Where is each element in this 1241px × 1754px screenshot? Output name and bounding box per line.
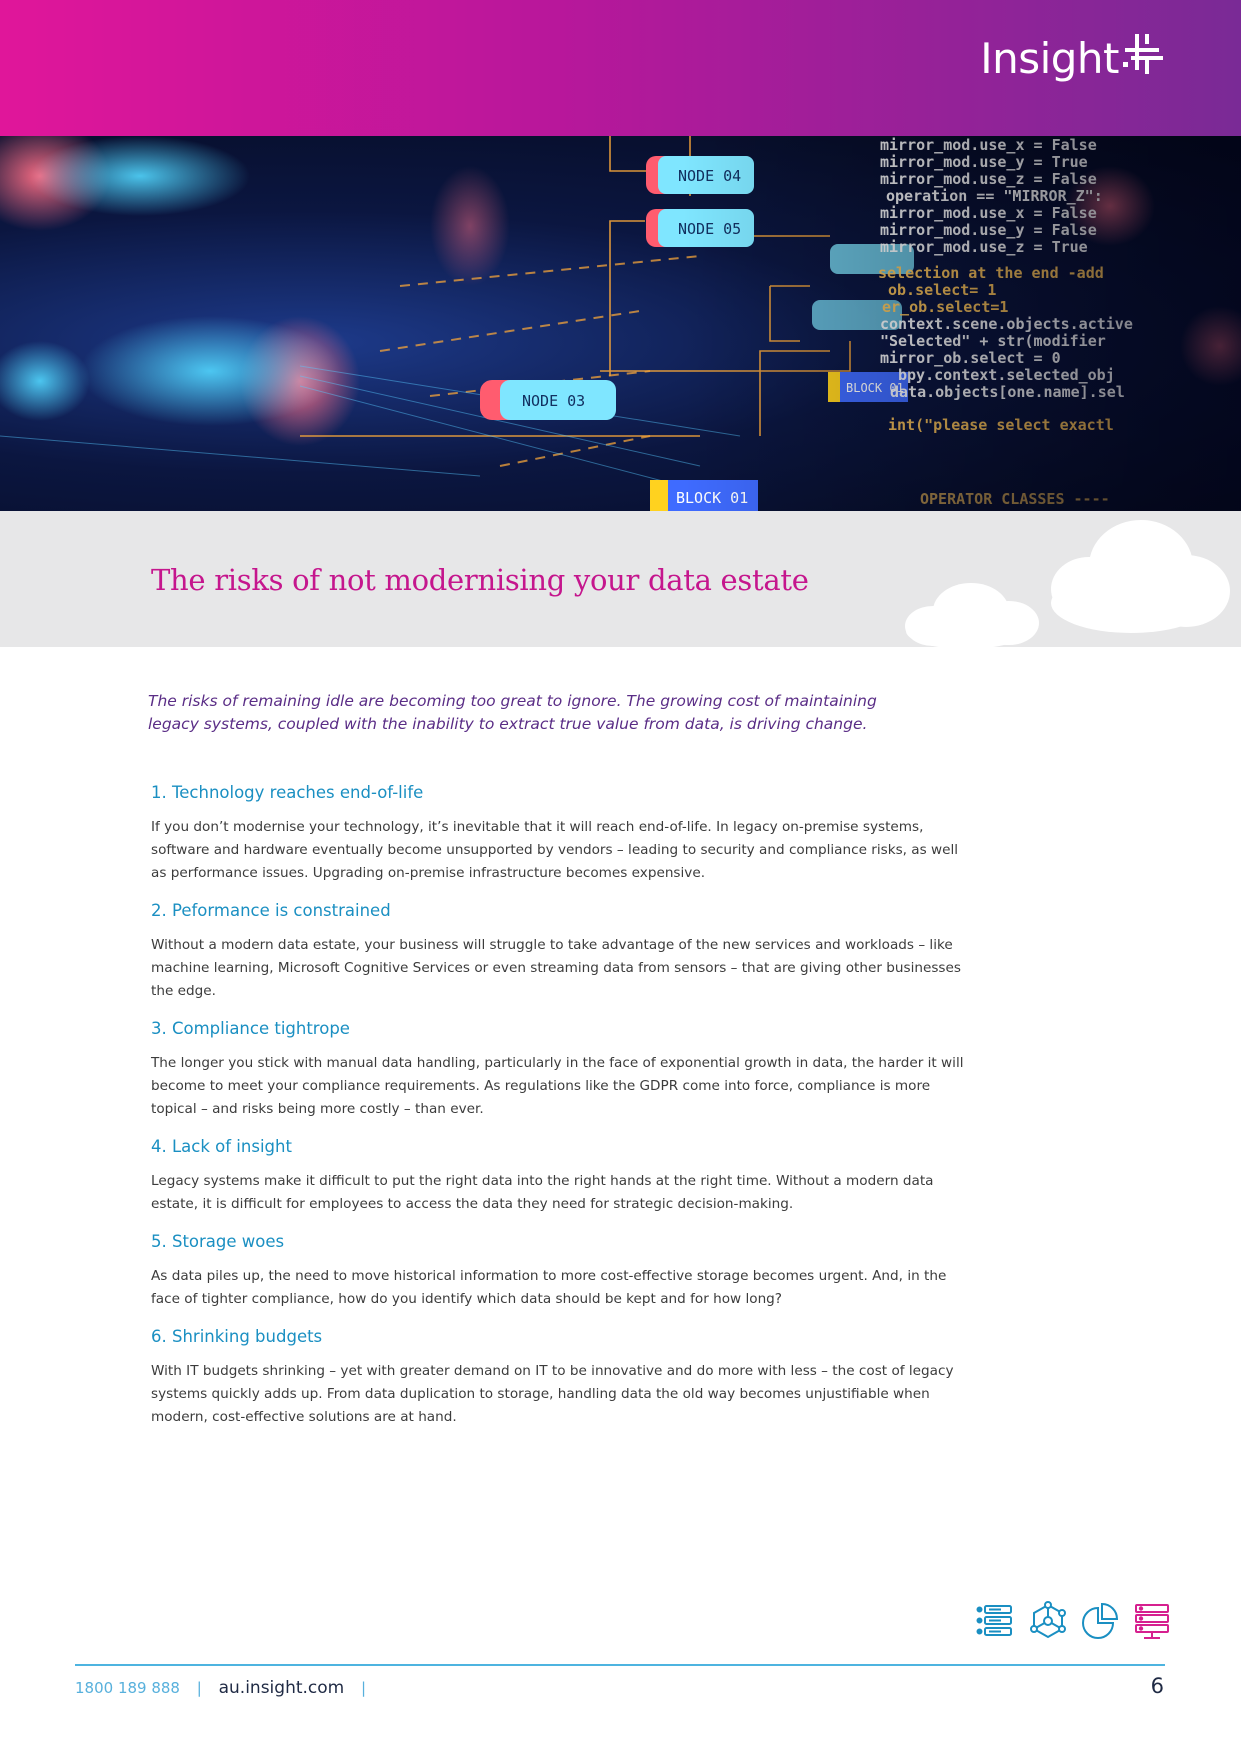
insight-logo[interactable] (980, 34, 1165, 83)
risk-sections (151, 783, 971, 1445)
clouds-decoration (841, 511, 1241, 647)
footer-phone[interactable]: 1800 189 888 (75, 1679, 180, 1697)
footer-website-link[interactable]: au.insight.com (218, 1678, 345, 1698)
section-lack-of-insight (151, 1137, 971, 1216)
section-storage-woes (151, 1232, 971, 1311)
section-body: Without a modern data estate, your business will struggle to take advantage of the new services and workloads – like machine learning, Microsoft Cognitive Services or even streaming data from sensors – that are giving other businesses the edge. (151, 937, 961, 999)
footer-divider (75, 1664, 1165, 1666)
section-heading: 5. Storage woes (151, 1232, 285, 1251)
section-body: The longer you stick with manual data handling, particularly in the face of exponential growth in data, the harder it will become to meet your compliance requirements. As regulations like the GDPR come into force, compliance is more topical – and risks being more costly – than ever. (151, 1055, 964, 1117)
footer-separator: | (196, 1679, 202, 1697)
section-heading: 2. Peformance is constrained (151, 901, 391, 920)
section-performance-constrained (151, 901, 971, 1003)
section-compliance-tightrope (151, 1019, 971, 1121)
pie-chart-icon (1080, 1601, 1120, 1641)
section-heading: 6. Shrinking budgets (151, 1327, 323, 1346)
section-technology-end-of-life (151, 783, 971, 885)
section-heading: 1. Technology reaches end-of-life (151, 783, 424, 802)
title-band (0, 511, 1241, 647)
section-heading: 3. Compliance tightrope (151, 1019, 350, 1038)
data-network-illustration (0, 136, 1241, 511)
section-body: If you don’t modernise your technology, it’s inevitable that it will reach end-of-life. In legacy on-premise systems, software and hardware eventually become unsupported by vendors – leading to security and compliance risks, as well as performance issues. Upgrading on-premise infrastructure becomes expensive. (151, 819, 959, 881)
section-body: As data piles up, the need to move historical information to more cost-effective storage becomes urgent. And, in the face of tighter compliance, how do you identify which data should be kept and for how long? (151, 1268, 947, 1307)
page-title: The risks of not modernising your data estate (151, 563, 809, 597)
storage-rack-icon (1132, 1601, 1172, 1641)
logo-mark-icon (1121, 32, 1165, 76)
section-body: With IT budgets shrinking – yet with greater demand on IT to be innovative and do more with less – the cost of legacy systems quickly adds up. From data duplication to storage, handling data the old way becomes unjustifiable when modern, cost-effective solutions are at hand. (151, 1363, 954, 1425)
logo-wordmark: Insight (980, 34, 1119, 83)
intro-paragraph: The risks of remaining idle are becoming too great to ignore. The growing cost of maintaining legacy systems, coupled with the inability to extract true value from data, is driving change. (148, 692, 877, 733)
section-shrinking-budgets (151, 1327, 971, 1429)
network-nodes-icon (1028, 1601, 1068, 1641)
server-list-icon (976, 1601, 1016, 1641)
page-number: 6 (1150, 1674, 1164, 1698)
header-bar (0, 0, 1241, 136)
footer-icon-row (976, 1601, 1172, 1641)
hero-image (0, 136, 1241, 511)
section-body: Legacy systems make it difficult to put the right data into the right hands at the right time. Without a modern data estate, it is difficult for employees to access the data they need for strategic decision-making. (151, 1173, 934, 1212)
footer-separator: | (361, 1679, 367, 1697)
footer-contact (75, 1678, 378, 1698)
section-heading: 4. Lack of insight (151, 1137, 292, 1156)
